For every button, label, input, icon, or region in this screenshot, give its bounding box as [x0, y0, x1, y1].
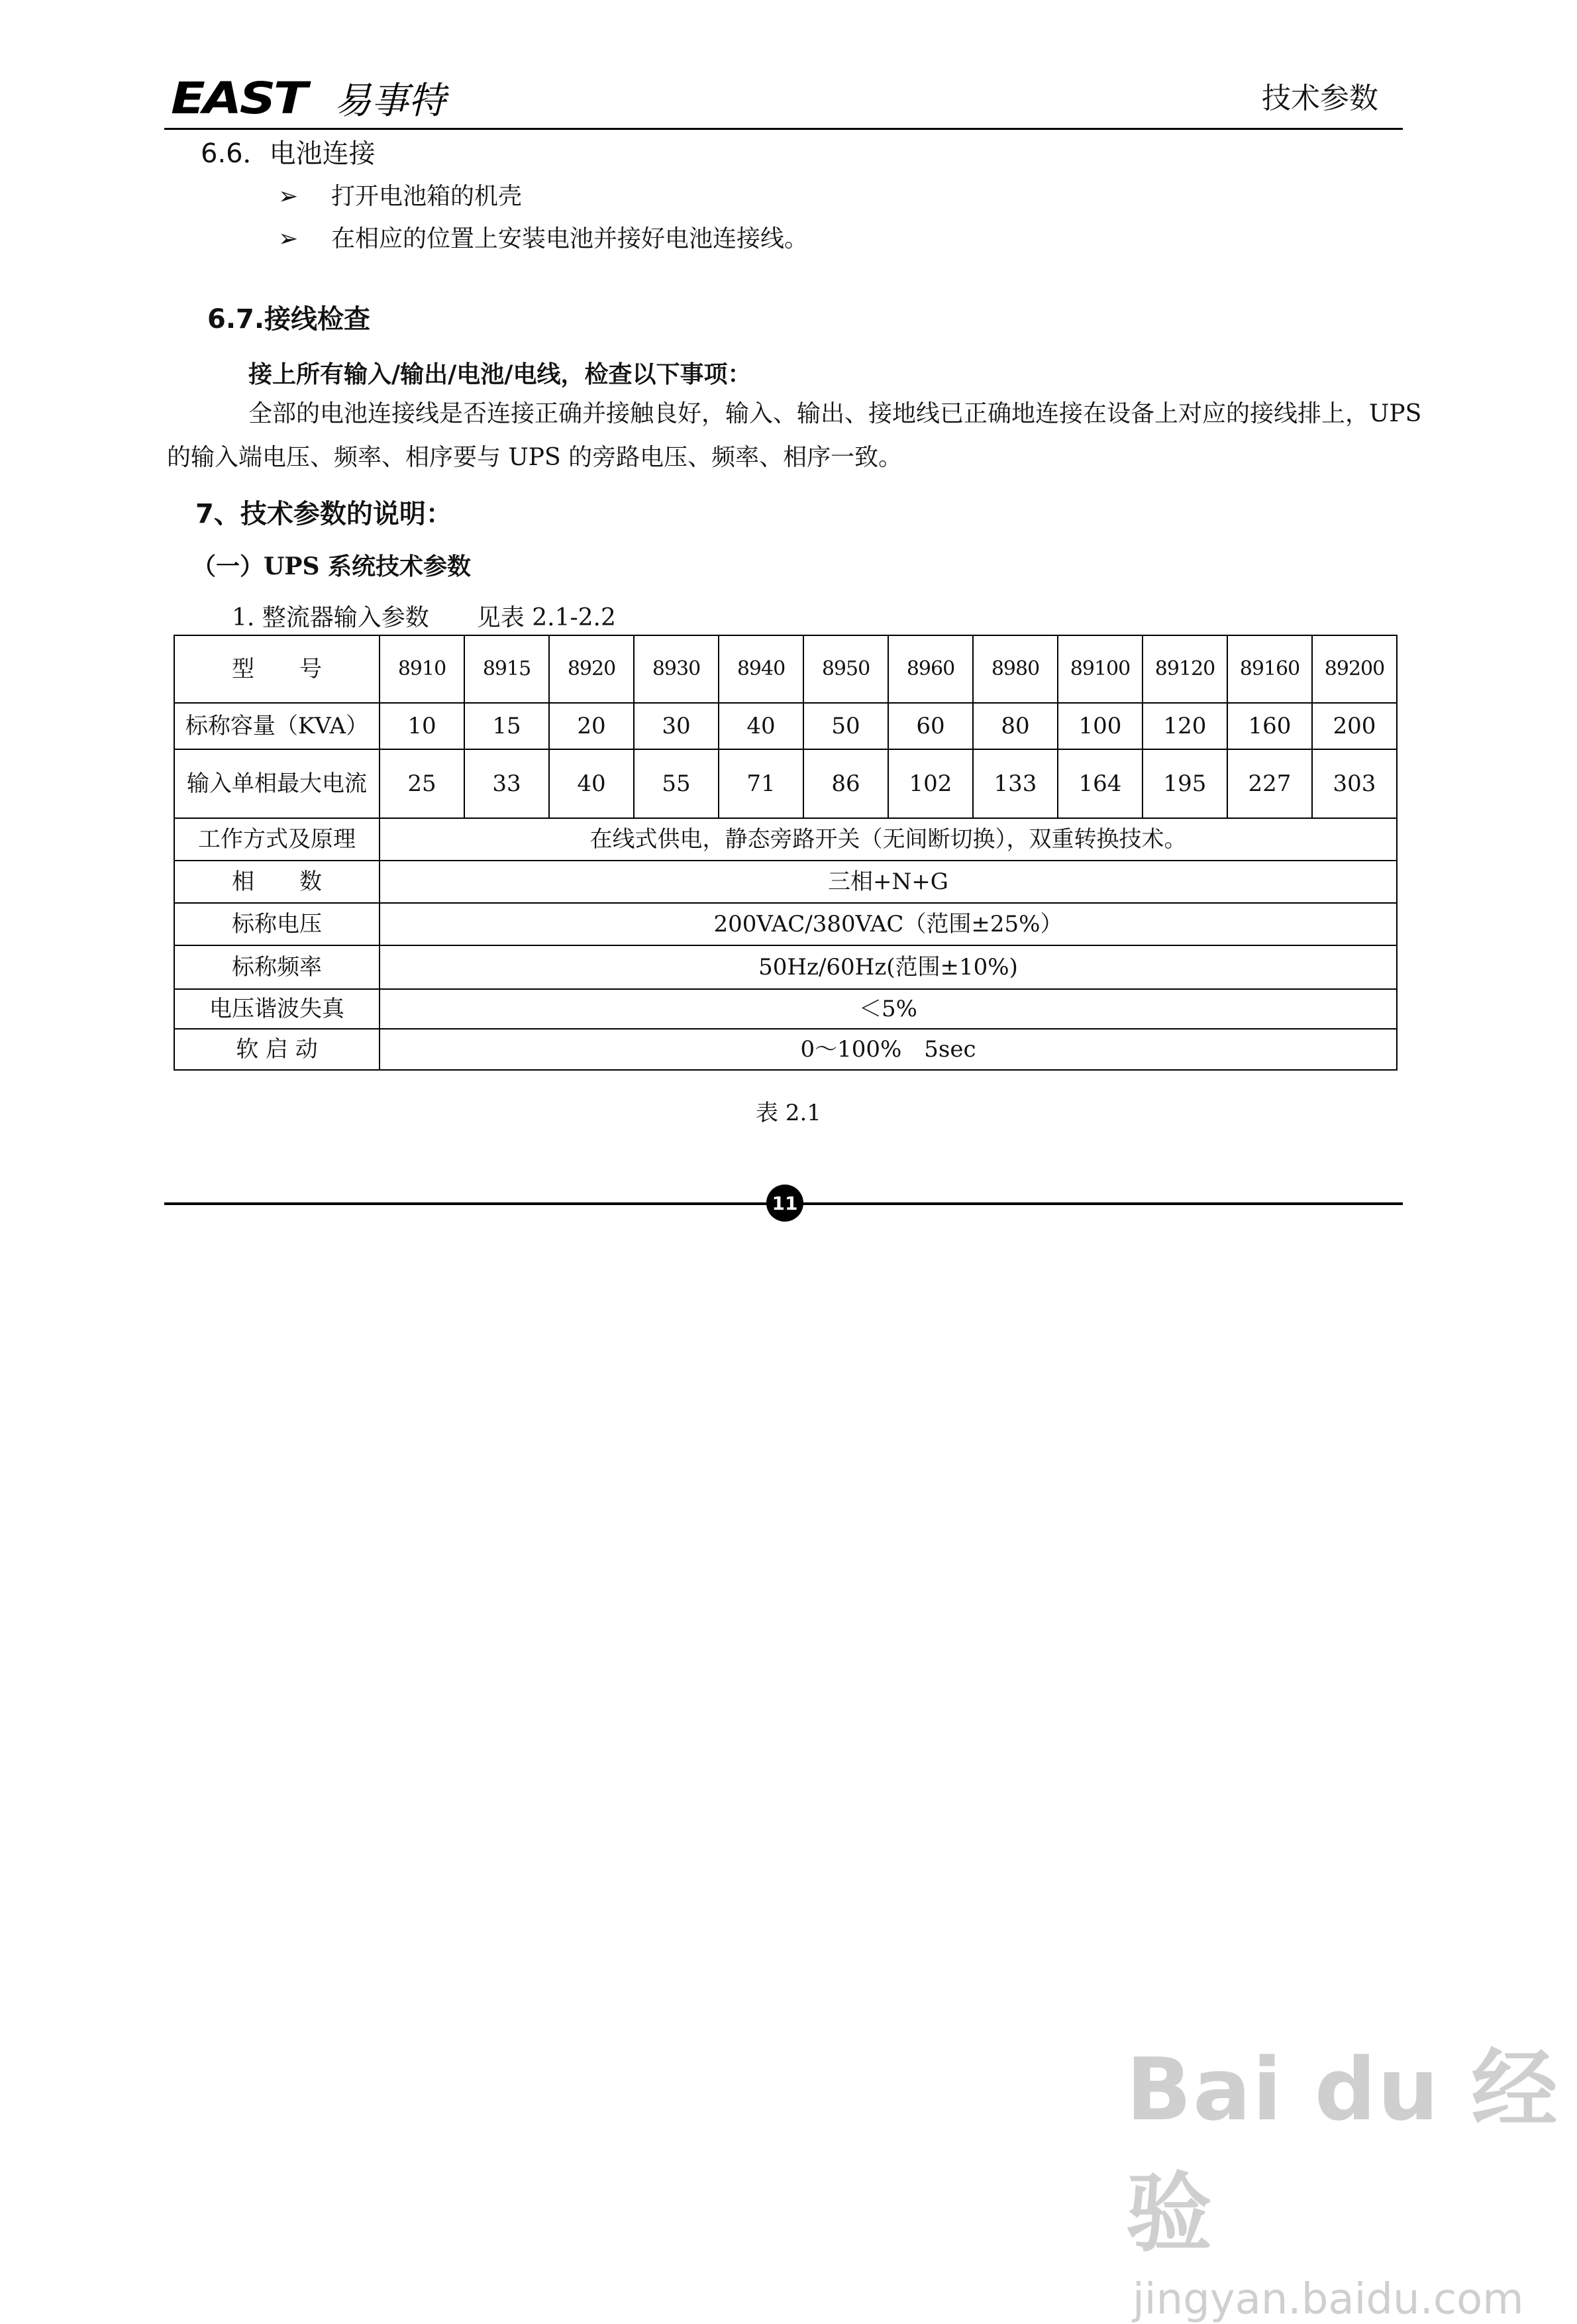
capacity-cell: 60 [888, 703, 973, 749]
model-cell: 8980 [973, 635, 1058, 703]
row-value-cell: 在线式供电，静态旁路开关（无间断切换），双重转换技术。 [380, 818, 1397, 861]
current-cell: 40 [549, 749, 634, 818]
capacity-cell: 50 [803, 703, 888, 749]
table-row-thd [174, 989, 1397, 1029]
company-logo [171, 74, 446, 122]
capacity-label-cell: 标称容量（KVA） [174, 703, 380, 749]
current-cell: 86 [803, 749, 888, 818]
table-row-capacity [174, 703, 1397, 749]
current-cell: 195 [1143, 749, 1227, 818]
table-row-softstart [174, 1029, 1397, 1070]
table-row-mode [174, 818, 1397, 861]
row-value-cell: 200VAC/380VAC（范围±25%） [380, 903, 1397, 945]
bullet-text: 在相应的位置上安装电池并接好电池连接线。 [331, 225, 809, 252]
current-cell: 133 [973, 749, 1058, 818]
capacity-cell: 20 [549, 703, 634, 749]
section-6-7-paragraph-line1: 全部的电池连接线是否连接正确并接触良好，输入、输出、接地线已正确地连接在设备上对应的接线排上，UPS [248, 400, 1422, 427]
row-label-cell: 标称频率 [174, 945, 380, 989]
capacity-cell: 15 [464, 703, 549, 749]
model-cell: 8960 [888, 635, 973, 703]
current-cell: 55 [634, 749, 719, 818]
section-6-7-intro: 接上所有输入/输出/电池/电线，检查以下事项： [248, 360, 752, 388]
section-6-7-title: 6.7.接线检查 [207, 304, 371, 335]
row-label-cell: 工作方式及原理 [174, 818, 380, 861]
capacity-cell: 120 [1143, 703, 1227, 749]
row-label-cell: 相 数 [174, 861, 380, 903]
current-cell: 227 [1227, 749, 1312, 818]
bullet-item [278, 220, 808, 254]
model-cell: 89160 [1227, 635, 1312, 703]
header-title: 技术参数 [1262, 81, 1378, 115]
model-cell: 8915 [464, 635, 549, 703]
current-label-cell: 输入单相最大电流 [174, 749, 380, 818]
section-7-subtitle: （一）UPS 系统技术参数 [192, 553, 471, 580]
model-cell: 8950 [803, 635, 888, 703]
model-cell: 89100 [1058, 635, 1143, 703]
section-6-7-paragraph-line2: 的输入端电压、频率、相序要与 UPS 的旁路电压、频率、相序一致。 [167, 444, 903, 471]
capacity-cell: 200 [1312, 703, 1397, 749]
table-row-voltage [174, 903, 1397, 945]
model-cell: 8930 [634, 635, 719, 703]
bullet-text: 打开电池箱的机壳 [331, 183, 523, 210]
row-value-cell: ＜5% [380, 989, 1397, 1029]
table-caption: 表 2.1 [756, 1100, 821, 1126]
logo-chinese-text: 易事特 [334, 79, 446, 123]
capacity-cell: 10 [380, 703, 464, 749]
section-7-title: 7、技术参数的说明： [195, 499, 452, 529]
row-value-cell: 50Hz/60Hz(范围±10%) [380, 945, 1397, 989]
capacity-cell: 100 [1058, 703, 1143, 749]
model-cell: 89200 [1312, 635, 1397, 703]
row-value-cell: 三相+N+G [380, 861, 1397, 903]
ups-spec-table [174, 635, 1398, 1071]
table-row-frequency [174, 945, 1397, 989]
capacity-cell: 40 [719, 703, 803, 749]
row-label-cell: 软 启 动 [174, 1029, 380, 1070]
current-cell: 25 [380, 749, 464, 818]
table-row-current [174, 749, 1397, 818]
model-cell: 89120 [1143, 635, 1227, 703]
table-row-models [174, 635, 1397, 703]
page-number-badge: 11 [766, 1185, 803, 1222]
arrow-bullet-icon: ➢ [278, 183, 299, 210]
arrow-bullet-icon: ➢ [278, 225, 299, 252]
current-cell: 303 [1312, 749, 1397, 818]
current-cell: 33 [464, 749, 549, 818]
capacity-cell: 80 [973, 703, 1058, 749]
current-cell: 164 [1058, 749, 1143, 818]
logo-east-text: EAST [171, 72, 306, 124]
model-cell: 8920 [549, 635, 634, 703]
current-cell: 102 [888, 749, 973, 818]
bullet-item [278, 178, 522, 211]
row-label-cell: 电压谐波失真 [174, 989, 380, 1029]
current-cell: 71 [719, 749, 803, 818]
model-header-cell: 型 号 [174, 635, 380, 703]
capacity-cell: 30 [634, 703, 719, 749]
model-cell: 8940 [719, 635, 803, 703]
model-cell: 8910 [380, 635, 464, 703]
watermark-logo: Bai du 经验 [1126, 2039, 1559, 2264]
row-label-cell: 标称电压 [174, 903, 380, 945]
row-value-cell: 0～100% 5sec [380, 1029, 1397, 1070]
section-6-6-title: 6.6．电池连接 [201, 138, 376, 169]
capacity-cell: 160 [1227, 703, 1312, 749]
section-7-item1: 1. 整流器输入参数 见表 2.1-2.2 [232, 604, 616, 631]
baidu-watermark [1126, 2021, 1577, 2324]
watermark-url: jingyan.baidu.com [1133, 2275, 1524, 2324]
table-row-phase [174, 861, 1397, 903]
header-divider [164, 128, 1403, 130]
